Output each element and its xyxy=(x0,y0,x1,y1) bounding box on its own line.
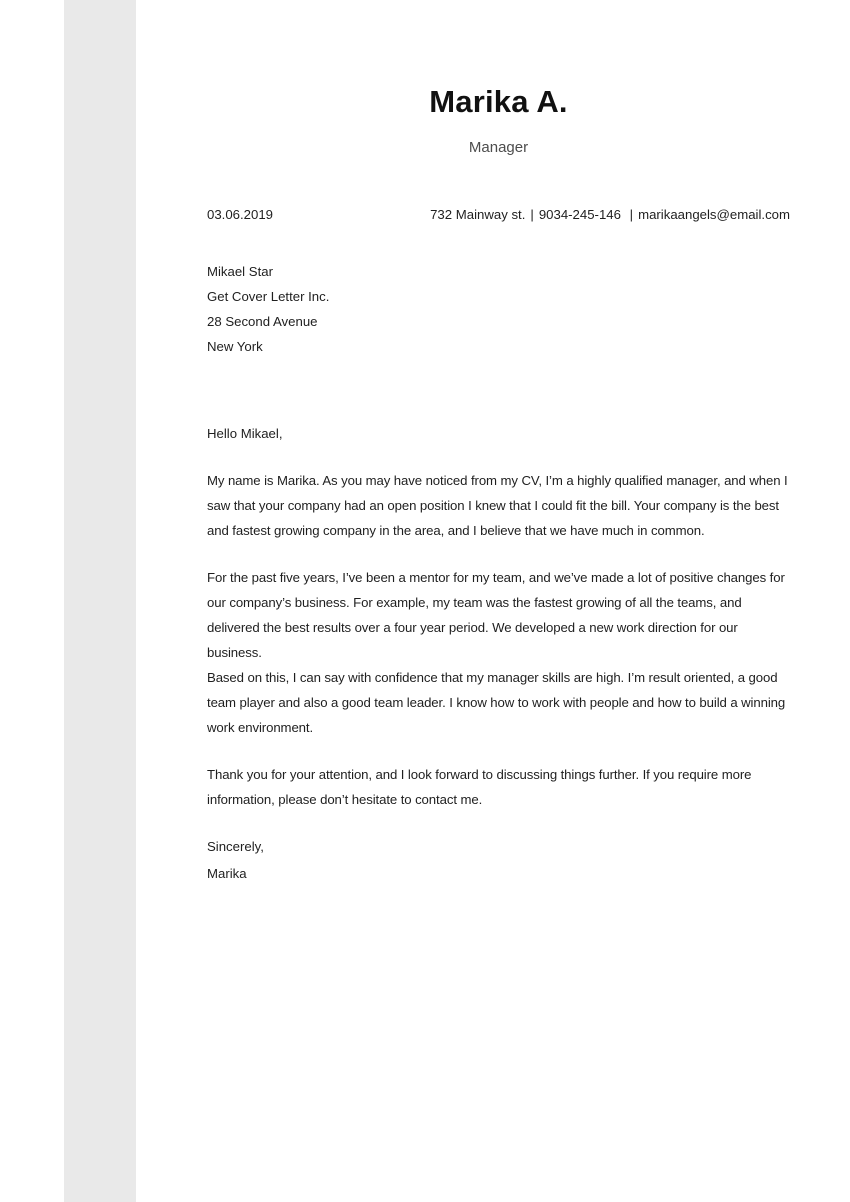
paragraph-line: Based on this, I can say with confidence that my manager skills are high. I’m result oriented, a good team player and also a good team leader. I know how to work with people and how to build a winning work environment. xyxy=(207,670,786,735)
letter-content xyxy=(207,0,790,887)
meta-row xyxy=(207,206,790,223)
recipient-name: Mikael Star xyxy=(207,264,273,279)
closing: Sincerely, xyxy=(207,839,264,854)
paragraph-line: My name is Marika. As you may have noticed from my CV, I’m a highly qualified manager, and when I saw that your company had an open position I knew that I could fit the bill. Your company is the best and fastest growing company in the area, and I believe that we have much in common. xyxy=(207,473,788,538)
paragraph xyxy=(207,762,790,812)
paragraph-line: Thank you for your attention, and I look forward to discussing things further. If you require more information, please don’t hesitate to contact me. xyxy=(207,767,752,807)
recipient-company: Get Cover Letter Inc. xyxy=(207,289,330,304)
recipient-street: 28 Second Avenue xyxy=(207,314,318,329)
recipient-block xyxy=(207,259,790,359)
contact-email: marikaangels@email.com xyxy=(638,207,790,222)
letter-date: 03.06.2019 xyxy=(207,207,274,222)
closing-block xyxy=(207,833,790,887)
job-title: Manager xyxy=(468,139,529,156)
signature: Marika xyxy=(207,866,247,881)
paragraph-line: For the past five years, I’ve been a mentor for my team, and we’ve made a lot of positive changes for our company’s business. For example, my team was the fastest growing of all the teams, and delivered the best results over a four year period. We developed a new work direction for our business. xyxy=(207,570,785,660)
letter-paragraphs xyxy=(207,468,790,812)
contact-line xyxy=(430,206,790,223)
recipient-city: New York xyxy=(207,339,263,354)
contact-divider: | xyxy=(530,207,534,222)
contact-phone: 9034-245-146 xyxy=(538,207,621,222)
contact-divider: | xyxy=(629,207,634,222)
paragraph xyxy=(207,565,790,740)
contact-address: 732 Mainway st. xyxy=(430,207,526,222)
greeting: Hello Mikael, xyxy=(207,426,283,441)
page-title: Marika A. xyxy=(429,84,568,119)
accent-strip xyxy=(64,0,136,1202)
paragraph xyxy=(207,468,790,543)
